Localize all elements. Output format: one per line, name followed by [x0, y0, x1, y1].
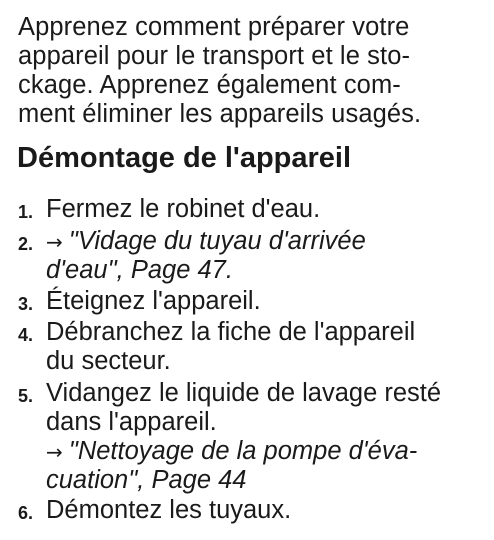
intro-text-line: ckage. Apprenez également com- [18, 71, 401, 99]
step-number: 3. [18, 294, 34, 314]
page-reference-link[interactable] [46, 226, 366, 257]
step-number: 5. [18, 386, 34, 406]
step-text: Débranchez la fiche de l'appareil [46, 318, 416, 346]
reference-text[interactable]: d'eau", Page 47. [46, 256, 233, 284]
step-text: Fermez le robinet d'eau. [46, 195, 321, 223]
reference-text[interactable]: cuation", Page 44 [46, 466, 247, 494]
step-text: dans l'appareil. [46, 408, 217, 436]
intro-text-line: Apprenez comment préparer votre [18, 13, 410, 41]
step-text: du secteur. [46, 347, 171, 375]
reference-text: "Vidage du tuyau d'arrivée [68, 227, 366, 255]
section-heading: Démontage de l'appareil [17, 142, 352, 174]
arrow-right-icon: → [46, 440, 63, 464]
step-number: 4. [18, 325, 34, 345]
step-number: 2. [18, 234, 34, 254]
reference-text: "Nettoyage de la pompe d'éva- [68, 437, 418, 465]
step-text: Vidangez le liquide de lavage resté [46, 379, 442, 407]
step-number: 6. [18, 503, 34, 523]
step-text: Démontez les tuyaux. [46, 496, 292, 524]
step-text: Éteignez l'appareil. [46, 287, 261, 315]
page-reference-link[interactable] [46, 436, 417, 467]
arrow-right-icon: → [46, 230, 63, 254]
intro-text-line: ment éliminer les appareils usagés. [18, 100, 422, 128]
intro-text-line: appareil pour le transport et le sto- [18, 42, 411, 70]
step-number: 1. [18, 202, 34, 222]
